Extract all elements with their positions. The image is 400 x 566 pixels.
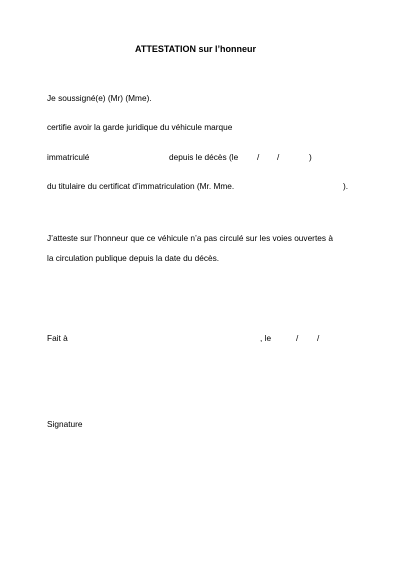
- page-title: ATTESTATION sur l’honneur: [135, 44, 256, 54]
- date-label: , le: [260, 333, 272, 343]
- attestation-paragraph-line-1: J’atteste sur l’honneur que ce véhicule n’a pas circulé sur les voies ouvertes à: [47, 233, 333, 243]
- death-date-label: depuis le décès (le: [169, 152, 239, 162]
- death-date-close: ): [309, 152, 312, 162]
- death-date-slash-2: /: [277, 152, 280, 162]
- declarant-line: Je soussigné(e) (Mr) (Mme).: [47, 93, 152, 103]
- date-slash-1: /: [296, 333, 299, 343]
- place-label: Fait à: [47, 333, 68, 343]
- attestation-paragraph-line-2: la circulation publique depuis la date du décès.: [47, 253, 220, 263]
- signature-label: Signature: [47, 419, 83, 429]
- death-date-slash-1: /: [257, 152, 260, 162]
- registration-label: immatriculé: [47, 152, 90, 162]
- vehicle-custody-line: certifie avoir la garde juridique du véhicule marque: [47, 122, 233, 132]
- date-slash-2: /: [317, 333, 320, 343]
- holder-line-close: ).: [343, 181, 349, 191]
- holder-line: du titulaire du certificat d’immatriculation (Mr. Mme.: [47, 181, 235, 191]
